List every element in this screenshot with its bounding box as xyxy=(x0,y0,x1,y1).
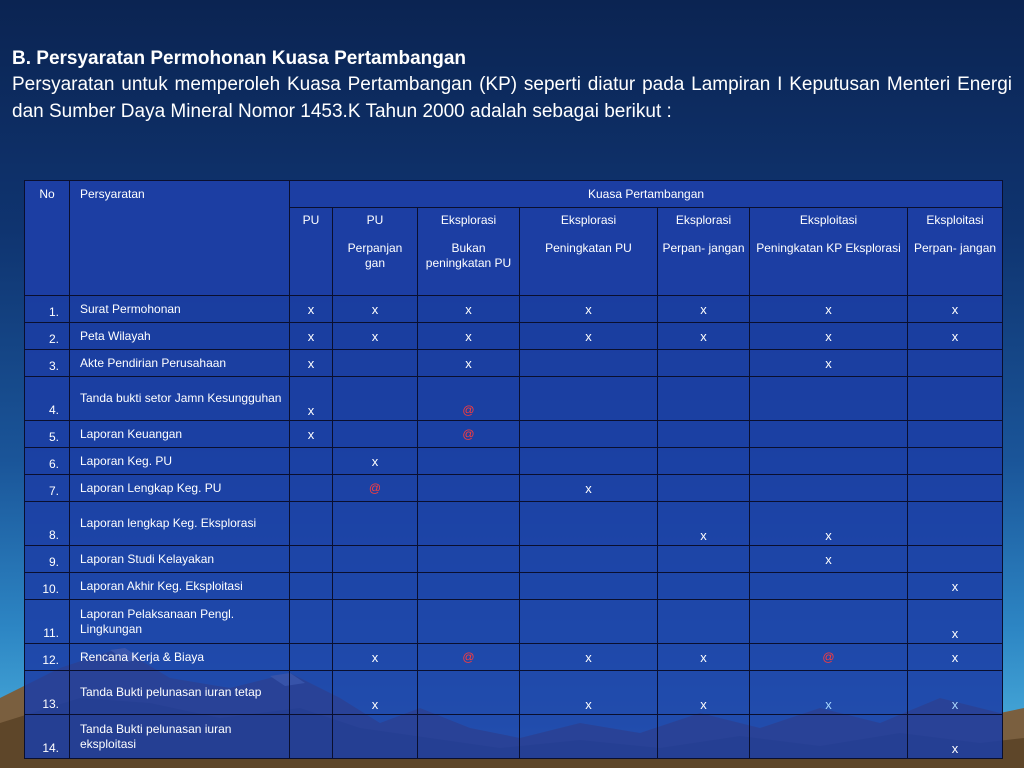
requirement-name: Laporan Keg. PU xyxy=(70,448,290,475)
required-mark: x xyxy=(658,502,750,546)
required-mark: x xyxy=(908,644,1003,671)
empty-cell xyxy=(750,715,908,759)
required-mark: x xyxy=(908,573,1003,600)
required-mark: x xyxy=(908,671,1003,715)
empty-cell xyxy=(908,475,1003,502)
empty-cell xyxy=(333,600,418,644)
required-mark: x xyxy=(520,475,658,502)
empty-cell xyxy=(290,600,333,644)
required-mark: x xyxy=(290,323,333,350)
requirement-name: Laporan Pelaksanaan Pengl. Lingkungan xyxy=(70,600,290,644)
column-header-4 xyxy=(520,208,658,296)
empty-cell xyxy=(658,600,750,644)
empty-cell xyxy=(418,600,520,644)
empty-cell xyxy=(520,573,658,600)
empty-cell xyxy=(658,377,750,421)
column-header-1 xyxy=(290,208,333,296)
empty-cell xyxy=(418,715,520,759)
empty-cell xyxy=(418,671,520,715)
conditional-mark: @ xyxy=(750,644,908,671)
empty-cell xyxy=(333,421,418,448)
required-mark: x xyxy=(908,296,1003,323)
row-number: 14. xyxy=(25,715,70,759)
empty-cell xyxy=(520,377,658,421)
column-header-type: PU xyxy=(302,213,320,227)
row-number: 8. xyxy=(25,502,70,546)
empty-cell xyxy=(418,573,520,600)
empty-cell xyxy=(418,546,520,573)
requirement-name: Tanda bukti setor Jamn Kesungguhan xyxy=(70,377,290,421)
row-number: 2. xyxy=(25,323,70,350)
table-row xyxy=(25,448,1003,475)
requirement-name: Laporan Lengkap Keg. PU xyxy=(70,475,290,502)
required-mark: x xyxy=(418,296,520,323)
required-mark: x xyxy=(418,350,520,377)
column-header-detail: Peningkatan PU xyxy=(545,241,632,255)
empty-cell xyxy=(333,573,418,600)
section-heading: B. Persyaratan Permohonan Kuasa Pertambangan xyxy=(12,48,467,69)
required-mark: x xyxy=(658,323,750,350)
column-header-7 xyxy=(908,208,1003,296)
empty-cell xyxy=(333,715,418,759)
required-mark: x xyxy=(750,546,908,573)
empty-cell xyxy=(658,546,750,573)
empty-cell xyxy=(658,573,750,600)
empty-cell xyxy=(908,546,1003,573)
empty-cell xyxy=(750,377,908,421)
row-number: 4. xyxy=(25,377,70,421)
required-mark: x xyxy=(658,644,750,671)
column-header-detail: Perpan- jangan xyxy=(914,241,997,255)
column-header-type: Eksploitasi xyxy=(926,213,984,227)
intro-paragraph: Persyaratan untuk memperoleh Kuasa Pertambangan (KP) seperti diatur pada Lampiran I Keputusan Menteri Energi dan Sumber Daya Mineral Nomor 1453.K Tahun 2000 adalah sebagai berikut : xyxy=(12,74,1012,122)
requirement-name: Laporan Studi Kelayakan xyxy=(70,546,290,573)
requirement-name: Tanda Bukti pelunasan iuran eksploitasi xyxy=(70,715,290,759)
requirements-table xyxy=(24,180,1003,759)
table-row xyxy=(25,323,1003,350)
column-header-6 xyxy=(750,208,908,296)
empty-cell xyxy=(520,502,658,546)
column-header-type: PU xyxy=(366,213,384,227)
row-number: 6. xyxy=(25,448,70,475)
row-number: 9. xyxy=(25,546,70,573)
requirement-name: Tanda Bukti pelunasan iuran tetap xyxy=(70,671,290,715)
empty-cell xyxy=(658,350,750,377)
table-row xyxy=(25,573,1003,600)
header-kuasa-pertambangan: Kuasa Pertambangan xyxy=(290,181,1003,208)
empty-cell xyxy=(290,546,333,573)
empty-cell xyxy=(418,475,520,502)
required-mark: x xyxy=(520,644,658,671)
required-mark: x xyxy=(333,296,418,323)
empty-cell xyxy=(333,350,418,377)
table-row xyxy=(25,296,1003,323)
row-number: 7. xyxy=(25,475,70,502)
empty-cell xyxy=(750,573,908,600)
row-number: 13. xyxy=(25,671,70,715)
required-mark: x xyxy=(418,323,520,350)
column-header-2 xyxy=(333,208,418,296)
empty-cell xyxy=(520,600,658,644)
empty-cell xyxy=(908,377,1003,421)
column-header-detail: Perpan- jangan xyxy=(662,241,745,255)
empty-cell xyxy=(520,546,658,573)
row-number: 5. xyxy=(25,421,70,448)
table-row xyxy=(25,377,1003,421)
row-number: 1. xyxy=(25,296,70,323)
column-header-detail: Perpanjan gan xyxy=(347,241,403,270)
empty-cell xyxy=(520,715,658,759)
required-mark: x xyxy=(520,323,658,350)
empty-cell xyxy=(333,546,418,573)
empty-cell xyxy=(290,573,333,600)
column-header-5 xyxy=(658,208,750,296)
table-row xyxy=(25,475,1003,502)
empty-cell xyxy=(290,448,333,475)
table-row xyxy=(25,421,1003,448)
required-mark: x xyxy=(750,671,908,715)
table-row xyxy=(25,715,1003,759)
empty-cell xyxy=(418,448,520,475)
required-mark: x xyxy=(658,296,750,323)
row-number: 11. xyxy=(25,600,70,644)
column-header-type: Eksplorasi xyxy=(560,213,617,227)
required-mark: x xyxy=(290,377,333,421)
empty-cell xyxy=(750,475,908,502)
column-header-type: Eksploitasi xyxy=(799,213,858,227)
empty-cell xyxy=(290,502,333,546)
empty-cell xyxy=(520,448,658,475)
empty-cell xyxy=(520,350,658,377)
table-row xyxy=(25,644,1003,671)
requirement-name: Peta Wilayah xyxy=(70,323,290,350)
conditional-mark: @ xyxy=(418,644,520,671)
empty-cell xyxy=(750,448,908,475)
required-mark: x xyxy=(908,715,1003,759)
required-mark: x xyxy=(750,350,908,377)
empty-cell xyxy=(333,377,418,421)
column-header-type: Eksplorasi xyxy=(675,213,732,227)
requirement-name: Laporan Keuangan xyxy=(70,421,290,448)
row-number: 10. xyxy=(25,573,70,600)
empty-cell xyxy=(290,671,333,715)
table-row xyxy=(25,671,1003,715)
requirement-name: Akte Pendirian Perusahaan xyxy=(70,350,290,377)
column-header-detail: Peningkatan KP Eksplorasi xyxy=(756,241,901,255)
empty-cell xyxy=(658,421,750,448)
table-body xyxy=(25,296,1003,759)
conditional-mark: @ xyxy=(333,475,418,502)
required-mark: x xyxy=(290,296,333,323)
required-mark: x xyxy=(908,323,1003,350)
empty-cell xyxy=(908,502,1003,546)
required-mark: x xyxy=(520,296,658,323)
required-mark: x xyxy=(333,644,418,671)
empty-cell xyxy=(290,644,333,671)
column-header-3 xyxy=(418,208,520,296)
conditional-mark: @ xyxy=(418,421,520,448)
table-row xyxy=(25,546,1003,573)
required-mark: x xyxy=(333,671,418,715)
empty-cell xyxy=(658,448,750,475)
requirement-name: Laporan lengkap Keg. Eksplorasi xyxy=(70,502,290,546)
empty-cell xyxy=(908,421,1003,448)
column-header-detail: Bukan peningkatan PU xyxy=(425,241,512,270)
empty-cell xyxy=(658,715,750,759)
required-mark: x xyxy=(333,448,418,475)
row-number: 12. xyxy=(25,644,70,671)
table-row xyxy=(25,600,1003,644)
empty-cell xyxy=(418,502,520,546)
required-mark: x xyxy=(520,671,658,715)
empty-cell xyxy=(520,421,658,448)
table-row xyxy=(25,350,1003,377)
row-number: 3. xyxy=(25,350,70,377)
required-mark: x xyxy=(658,671,750,715)
required-mark: x xyxy=(290,421,333,448)
empty-cell xyxy=(750,421,908,448)
required-mark: x xyxy=(333,323,418,350)
empty-cell xyxy=(750,600,908,644)
requirement-name: Surat Permohonan xyxy=(70,296,290,323)
header-no: No xyxy=(25,181,70,296)
empty-cell xyxy=(333,502,418,546)
required-mark: x xyxy=(750,323,908,350)
requirement-name: Laporan Akhir Keg. Eksploitasi xyxy=(70,573,290,600)
required-mark: x xyxy=(908,600,1003,644)
requirement-name: Rencana Kerja & Biaya xyxy=(70,644,290,671)
header-persyaratan: Persyaratan xyxy=(70,181,290,296)
empty-cell xyxy=(908,350,1003,377)
required-mark: x xyxy=(290,350,333,377)
column-header-type: Eksplorasi xyxy=(440,213,497,227)
required-mark: x xyxy=(750,502,908,546)
empty-cell xyxy=(290,475,333,502)
conditional-mark: @ xyxy=(418,377,520,421)
required-mark: x xyxy=(750,296,908,323)
empty-cell xyxy=(908,448,1003,475)
empty-cell xyxy=(658,475,750,502)
empty-cell xyxy=(290,715,333,759)
table-row xyxy=(25,502,1003,546)
